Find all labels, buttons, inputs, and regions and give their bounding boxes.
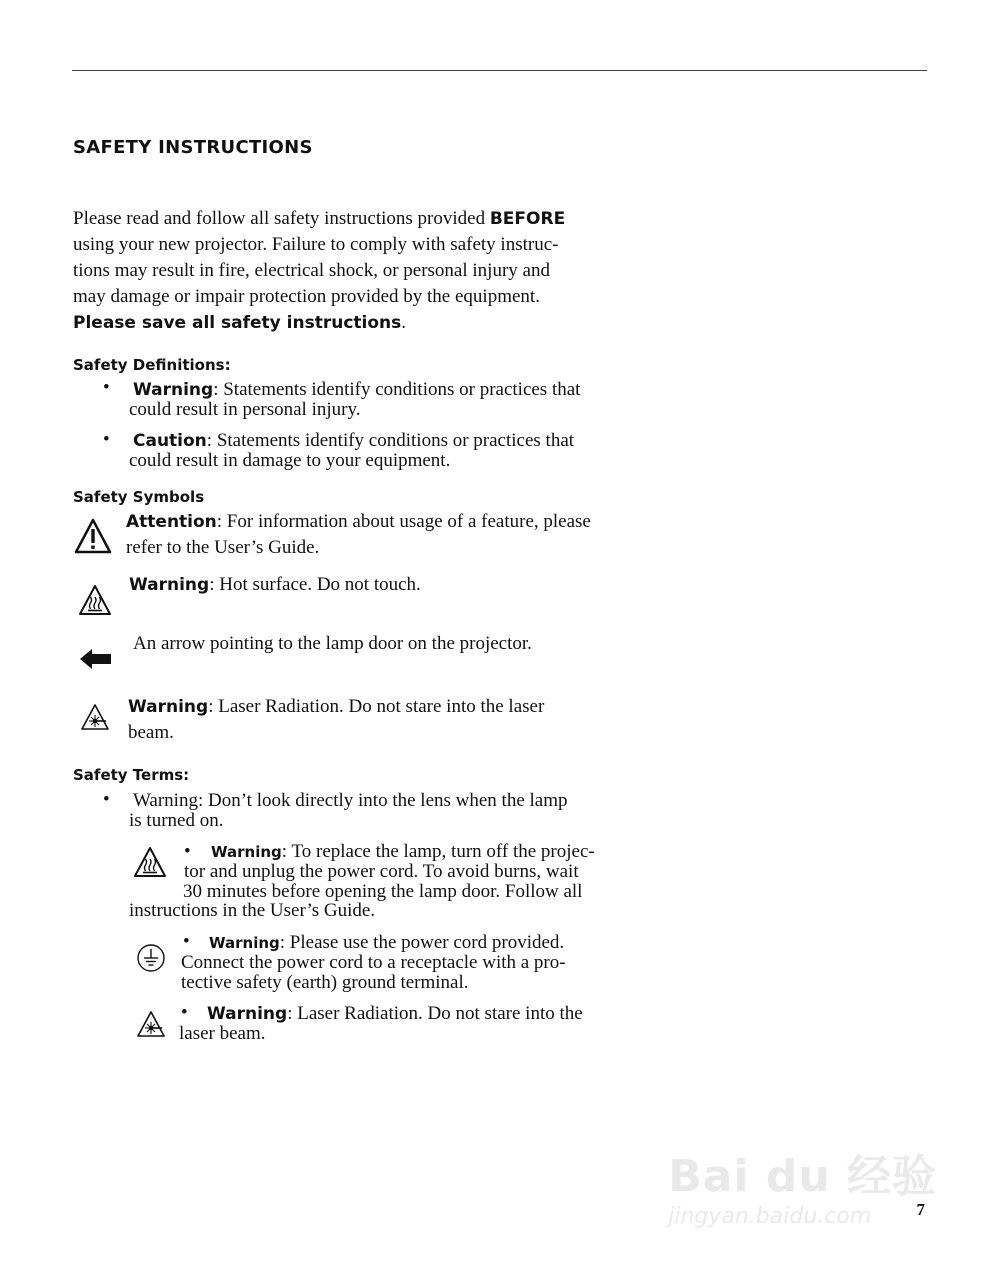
terms-item-2-line4: instructions in the User’s Guide. [129,900,376,921]
symbols-heading: Safety Symbols [73,488,205,506]
baidu-watermark [668,1140,937,1229]
terms-item-2-line3: 30 minutes before opening the lamp door. Follow all [183,881,583,902]
terms-bullet-1: • [103,789,110,810]
hot-surface-icon [78,584,112,616]
definition-bullet-warning [103,378,110,398]
terms-item-1-line2: is turned on. [129,810,224,831]
arrow-left-icon [79,648,113,670]
header-rule [72,70,927,71]
terms-item-2-line1: Warning: To replace the lamp, turn off the projec- [211,841,595,862]
symbol-term: Warning [128,697,209,717]
definition-warning: Warning: Statements identify conditions or practices that [133,379,581,400]
term-warning-label: Warning [209,934,280,952]
terms-item-1-line1: Warning: Don’t look directly into the lens when the lamp [133,790,568,811]
laser-radiation-icon [80,703,110,731]
terms-heading: Safety Terms: [73,766,190,784]
definitions-heading: Safety Definitions: [73,356,231,374]
terms-bullet-2: • [184,841,191,862]
terms-item-2-line2: tor and unplug the power cord. To avoid burns, wait [184,861,579,882]
terms-item-3-line2: Connect the power cord to a receptacle with a pro- [181,952,566,973]
bullet-marker: • [103,429,110,450]
save-instructions-emphasis: Please save all safety instructions [73,313,402,333]
watermark-url: jingyan.baidu.com [668,1204,872,1229]
symbol-attention: Attention: For information about usage of a feature, please refer to the User’s Guide. [126,511,591,558]
terms-item-4-line2: laser beam. [179,1023,266,1044]
terms-bullet-3: • [183,931,190,952]
bullet-marker: • [103,377,110,398]
hot-surface-icon [133,846,167,878]
intro-line-1: Please read and follow all safety instructions provided BEFORE [73,208,566,229]
symbol-hot-surface: Warning: Hot surface. Do not touch. [129,574,421,595]
term-warning-label: Warning [207,1004,288,1024]
intro-line-2: using your new projector. Failure to comply with safety instruc- [73,234,559,255]
terms-item-4-line1: Warning: Laser Radiation. Do not stare into the [207,1003,583,1024]
attention-triangle-icon [74,518,112,554]
term-warning-label: Warning [211,843,282,861]
terms-item-3-line1: Warning: Please use the power cord provided. [209,932,565,953]
intro-paragraph [73,206,653,336]
terms-item-3-line3: tective safety (earth) ground terminal. [181,972,469,993]
page-number: 7 [916,1200,925,1219]
symbol-term: Warning [129,575,210,595]
definition-bullet-caution [103,430,110,450]
terms-bullet-4: • [181,1002,188,1023]
intro-line-4: may damage or impair protection provided by the equipment. [73,286,540,307]
intro-line-5: Please save all safety instructions. [73,312,407,333]
intro-line-3: tions may result in fire, electrical shock, or personal injury and [73,260,550,281]
symbol-laser: Warning: Laser Radiation. Do not stare into the laser beam. [128,696,545,743]
laser-radiation-icon [136,1010,166,1038]
definition-caution-line2: could result in damage to your equipment. [129,450,451,471]
watermark-brand: Bai du 经验 [668,1151,937,1202]
symbol-arrow-description: An arrow pointing to the lamp door on the projector. [133,633,532,654]
definition-term: Caution [133,431,207,451]
symbol-term: Attention [126,512,217,532]
definition-warning-line2: could result in personal injury. [129,399,361,420]
definition-caution: Caution: Statements identify conditions or practices that [133,430,575,451]
ground-icon [136,943,166,973]
page-title: SAFETY INSTRUCTIONS [73,137,313,158]
intro-before-emphasis: BEFORE [489,209,566,229]
definition-term: Warning [133,380,214,400]
